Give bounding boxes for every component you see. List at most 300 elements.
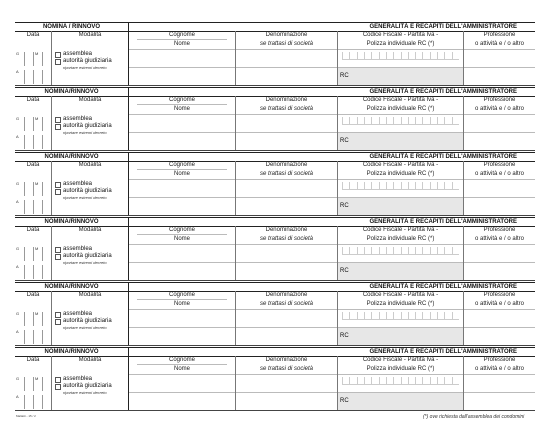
block-columns [15,226,535,281]
day-label: G [16,181,20,186]
autorita-label: autorità giudiziaria [63,383,112,389]
row-line [236,327,337,328]
rc-label: RC [340,203,349,209]
administrator-block [15,22,535,86]
cognome-label: Cognome [168,357,195,363]
attivita-label: o attività e / o altro [474,171,525,177]
modalita-label: Modalità [78,162,102,168]
data-column [15,226,52,281]
character-box [437,117,444,125]
codice-fiscale-boxes[interactable] [342,312,459,320]
month-label: M [35,376,39,381]
row-line [236,392,337,393]
character-box [393,247,400,255]
year-label: A [16,199,19,204]
date-divider [42,265,43,279]
cognome-label: Cognome [168,227,195,233]
autorita-checkbox[interactable] [55,319,61,325]
attivita-label: o attività e / o altro [474,106,525,112]
data-column [15,31,52,86]
date-divider [42,330,43,344]
year-label: A [16,394,19,399]
denominazione-column[interactable] [236,96,338,151]
autorita-checkbox[interactable] [55,189,61,195]
data-label: Data [26,32,40,38]
row-line [236,179,337,180]
assemblea-label: assemblea [63,51,93,57]
denominazione-column[interactable] [236,161,338,216]
date-divider [33,247,34,261]
data-column [15,161,52,216]
rc-field[interactable] [338,133,463,150]
date-divider [24,70,25,84]
character-box [452,377,459,385]
row-line [338,179,463,180]
assemblea-option[interactable] [55,376,112,383]
professione-column[interactable] [464,291,535,346]
month-label: M [35,116,39,121]
row-line [129,262,235,263]
row-line [129,179,235,180]
professione-label: Professione [483,97,516,103]
assemblea-checkbox[interactable] [55,312,61,318]
codice-fiscale-label: Codice Fiscale - Partita Iva - [362,162,439,168]
character-box [357,377,364,385]
date-divider [33,182,34,196]
character-box [386,182,393,190]
rc-field[interactable] [338,198,463,215]
date-divider [33,200,34,214]
character-box [342,377,349,385]
polizza-label: Polizza individuale RC (*) [366,171,435,177]
nome-label: Nome [173,301,190,307]
date-grid[interactable] [15,50,52,86]
character-box [415,117,422,125]
codice-fiscale-boxes[interactable] [342,117,459,125]
character-box [401,377,408,385]
assemblea-checkbox[interactable] [55,377,61,383]
row-line [338,244,463,245]
date-divider [24,312,25,326]
date-divider [24,52,25,66]
rc-label: RC [340,138,349,144]
data-column [15,291,52,346]
row-line [129,309,235,310]
autorita-option[interactable] [55,188,112,195]
autorita-checkbox[interactable] [55,384,61,390]
modalita-label: Modalità [78,32,102,38]
row-line [464,327,535,328]
date-divider [33,395,34,409]
denominazione-label: Denominazione [265,162,308,168]
denominazione-column[interactable] [236,31,338,86]
modalita-options [55,181,112,200]
character-box [401,182,408,190]
denominazione-label: Denominazione [265,97,308,103]
modalita-label: Modalità [78,292,102,298]
date-divider [33,52,34,66]
date-divider [24,395,25,409]
character-box [393,312,400,320]
character-box [357,117,364,125]
row-line [129,327,235,328]
character-box [401,52,408,60]
character-box [393,52,400,60]
character-box [422,247,429,255]
character-box [364,247,371,255]
autorita-option[interactable] [55,123,112,130]
modalita-label: Modalità [78,357,102,363]
professione-column[interactable] [464,356,535,411]
data-label: Data [26,162,40,168]
date-divider [33,312,34,326]
header-separator [137,364,227,365]
character-box [364,52,371,60]
character-box [408,52,415,60]
assemblea-option[interactable] [55,51,112,58]
character-box [437,247,444,255]
denominazione-column[interactable] [236,356,338,411]
character-box [342,312,349,320]
data-label: Data [26,357,40,363]
administrator-block [15,152,535,216]
row-line [236,309,337,310]
date-grid[interactable] [15,180,52,216]
cognome-column[interactable] [129,31,236,86]
character-box [364,377,371,385]
character-box [452,182,459,190]
day-label: G [16,116,20,121]
estremi-note: riportare estremi decreto [63,260,107,265]
row-line [464,67,535,68]
character-box [437,377,444,385]
row-line [464,114,535,115]
polizza-label: Polizza individuale RC (*) [366,41,435,47]
character-box [430,312,437,320]
estremi-note: riportare estremi decreto [63,390,107,395]
character-box [357,312,364,320]
character-box [364,182,371,190]
codice-fiscale-boxes[interactable] [342,182,459,190]
character-box [444,247,451,255]
autorita-option[interactable] [55,58,112,65]
row-line [338,309,463,310]
character-box [401,312,408,320]
date-divider [24,247,25,261]
denominazione-label: Denominazione [265,357,308,363]
character-box [437,182,444,190]
assemblea-label: assemblea [63,311,93,317]
estremi-note: riportare estremi decreto [63,130,107,135]
estremi-note: riportare estremi decreto [63,195,107,200]
character-box [393,117,400,125]
character-box [415,247,422,255]
row-line [464,132,535,133]
nomina-rinnovo-header: NOMINA/RINNOVO [15,283,129,291]
assemblea-label: assemblea [63,181,93,187]
character-box [379,117,386,125]
autorita-label: autorità giudiziaria [63,188,112,194]
nome-label: Nome [173,41,190,47]
autorita-label: autorità giudiziaria [63,123,112,129]
codice-fiscale-label: Codice Fiscale - Partita Iva - [362,292,439,298]
denominazione-label: Denominazione [265,292,308,298]
codice-fiscale-boxes[interactable] [342,377,459,385]
assemblea-checkbox[interactable] [55,52,61,58]
autorita-option[interactable] [55,318,112,325]
character-box [342,182,349,190]
row-line [236,132,337,133]
character-box [422,377,429,385]
row-line [129,197,235,198]
day-label: G [16,311,20,316]
character-box [408,377,415,385]
autorita-label: autorità giudiziaria [63,58,112,64]
societa-label: se trattasi di società [259,41,314,47]
character-box [342,247,349,255]
codice-fiscale-boxes[interactable] [342,52,459,60]
row-line [464,392,535,393]
character-box [430,182,437,190]
data-label: Data [26,97,40,103]
codice-fiscale-column[interactable] [338,96,464,151]
character-box [408,117,415,125]
character-box [371,377,378,385]
professione-column[interactable] [464,226,535,281]
block-bottom-line [15,345,535,346]
character-box [379,247,386,255]
block-bottom-line [15,215,535,216]
day-label: G [16,51,20,56]
codice-fiscale-label: Codice Fiscale - Partita Iva - [362,97,439,103]
assemblea-checkbox[interactable] [55,117,61,123]
row-line [464,262,535,263]
year-label: A [16,329,19,334]
assemblea-checkbox[interactable] [55,247,61,253]
row-line [129,67,235,68]
date-divider [24,265,25,279]
attivita-label: o attività e / o altro [474,366,525,372]
cognome-column[interactable] [129,96,236,151]
character-box [349,312,356,320]
form-code: Maltatti - 15 / 2 [16,414,36,418]
character-box [357,182,364,190]
character-box [401,247,408,255]
cognome-column[interactable] [129,226,236,281]
character-box [386,312,393,320]
modalita-options [55,376,112,395]
nomina-rinnovo-header: NOMINA/RINNOVO [15,218,129,226]
modalita-column [52,356,129,411]
character-box [364,117,371,125]
row-line [464,374,535,375]
generalita-header: GENERALITÀ E RECAPITI DELL'AMMINISTRATORE [369,219,517,225]
date-divider [33,117,34,131]
professione-column[interactable] [464,96,535,151]
character-box [342,52,349,60]
assemblea-option[interactable] [55,116,112,123]
character-box [430,247,437,255]
character-box [430,377,437,385]
denominazione-column[interactable] [236,226,338,281]
autorita-label: autorità giudiziaria [63,318,112,324]
character-box [371,117,378,125]
character-box [430,52,437,60]
character-box [386,247,393,255]
block-columns [15,31,535,86]
character-box [349,117,356,125]
character-box [401,117,408,125]
character-box [349,247,356,255]
block-columns [15,291,535,346]
date-divider [24,330,25,344]
codice-fiscale-column[interactable] [338,161,464,216]
polizza-label: Polizza individuale RC (*) [366,236,435,242]
nome-label: Nome [173,106,190,112]
administrator-block [15,87,535,151]
date-grid[interactable] [15,115,52,151]
character-box [349,377,356,385]
date-grid[interactable] [15,375,52,411]
assemblea-label: assemblea [63,246,93,252]
row-line [464,197,535,198]
rc-label: RC [340,73,349,79]
month-label: M [35,246,39,251]
character-box [371,52,378,60]
character-box [349,182,356,190]
data-column [15,96,52,151]
date-divider [33,265,34,279]
row-line [338,49,463,50]
date-divider [42,70,43,84]
societa-label: se trattasi di società [259,106,314,112]
row-line [464,49,535,50]
header-separator [137,234,227,235]
character-box [452,52,459,60]
estremi-note: riportare estremi decreto [63,65,107,70]
autorita-option[interactable] [55,383,112,390]
date-grid[interactable] [15,245,52,281]
character-box [437,312,444,320]
header-separator [137,169,227,170]
date-divider [33,70,34,84]
date-divider [24,135,25,149]
year-label: A [16,134,19,139]
cognome-column[interactable] [129,161,236,216]
date-divider [42,52,43,66]
character-box [444,377,451,385]
character-box [415,182,422,190]
assemblea-option[interactable] [55,181,112,188]
block-columns [15,161,535,216]
assemblea-option[interactable] [55,246,112,253]
block-bottom-line [15,150,535,151]
autorita-checkbox[interactable] [55,59,61,65]
modalita-column [52,226,129,281]
attivita-label: o attività e / o altro [474,236,525,242]
modalita-options [55,311,112,330]
character-box [393,182,400,190]
modalita-options [55,246,112,265]
row-line [236,197,337,198]
character-box [408,247,415,255]
autorita-checkbox[interactable] [55,254,61,260]
date-grid[interactable] [15,310,52,346]
modalita-label: Modalità [78,97,102,103]
codice-fiscale-column[interactable] [338,356,464,411]
codice-fiscale-boxes[interactable] [342,247,459,255]
character-box [386,117,393,125]
date-divider [42,247,43,261]
cognome-label: Cognome [168,162,195,168]
cognome-column[interactable] [129,291,236,346]
rc-field[interactable] [338,393,463,410]
assemblea-option[interactable] [55,311,112,318]
cognome-column[interactable] [129,356,236,411]
day-label: G [16,246,20,251]
autorita-label: autorità giudiziaria [63,253,112,259]
row-line [338,374,463,375]
character-box [379,312,386,320]
denominazione-column[interactable] [236,291,338,346]
character-box [371,247,378,255]
autorita-checkbox[interactable] [55,124,61,130]
nomina-rinnovo-header: NOMINA/RINNOVO [15,348,129,356]
month-label: M [35,51,39,56]
row-line [236,114,337,115]
block-columns [15,356,535,411]
attivita-label: o attività e / o altro [474,301,525,307]
block-bottom-line [15,410,535,411]
professione-column[interactable] [464,31,535,86]
assemblea-checkbox[interactable] [55,182,61,188]
professione-label: Professione [483,32,516,38]
professione-label: Professione [483,292,516,298]
block-columns [15,96,535,151]
rc-field[interactable] [338,263,463,280]
month-label: M [35,311,39,316]
cognome-label: Cognome [168,32,195,38]
professione-label: Professione [483,357,516,363]
block-bottom-line [15,85,535,86]
assemblea-label: assemblea [63,376,93,382]
modalita-label: Modalità [78,227,102,233]
generalita-header: GENERALITÀ E RECAPITI DELL'AMMINISTRATORE [369,284,517,290]
row-line [129,132,235,133]
autorita-option[interactable] [55,253,112,260]
cognome-label: Cognome [168,292,195,298]
row-line [129,374,235,375]
codice-fiscale-label: Codice Fiscale - Partita Iva - [362,227,439,233]
professione-column[interactable] [464,161,535,216]
rc-field[interactable] [338,68,463,85]
codice-fiscale-column[interactable] [338,31,464,86]
rc-field[interactable] [338,328,463,345]
codice-fiscale-column[interactable] [338,291,464,346]
nomina-rinnovo-header: NOMINA/RINNOVO [15,88,129,96]
month-label: M [35,181,39,186]
codice-fiscale-column[interactable] [338,226,464,281]
data-label: Data [26,292,40,298]
character-box [342,117,349,125]
societa-label: se trattasi di società [259,366,314,372]
character-box [422,182,429,190]
polizza-label: Polizza individuale RC (*) [366,106,435,112]
date-divider [33,330,34,344]
nomina-rinnovo-header: NOMINA/RINNOVO [15,153,129,161]
generalita-header: GENERALITÀ E RECAPITI DELL'AMMINISTRATORE [369,154,517,160]
data-label: Data [26,227,40,233]
